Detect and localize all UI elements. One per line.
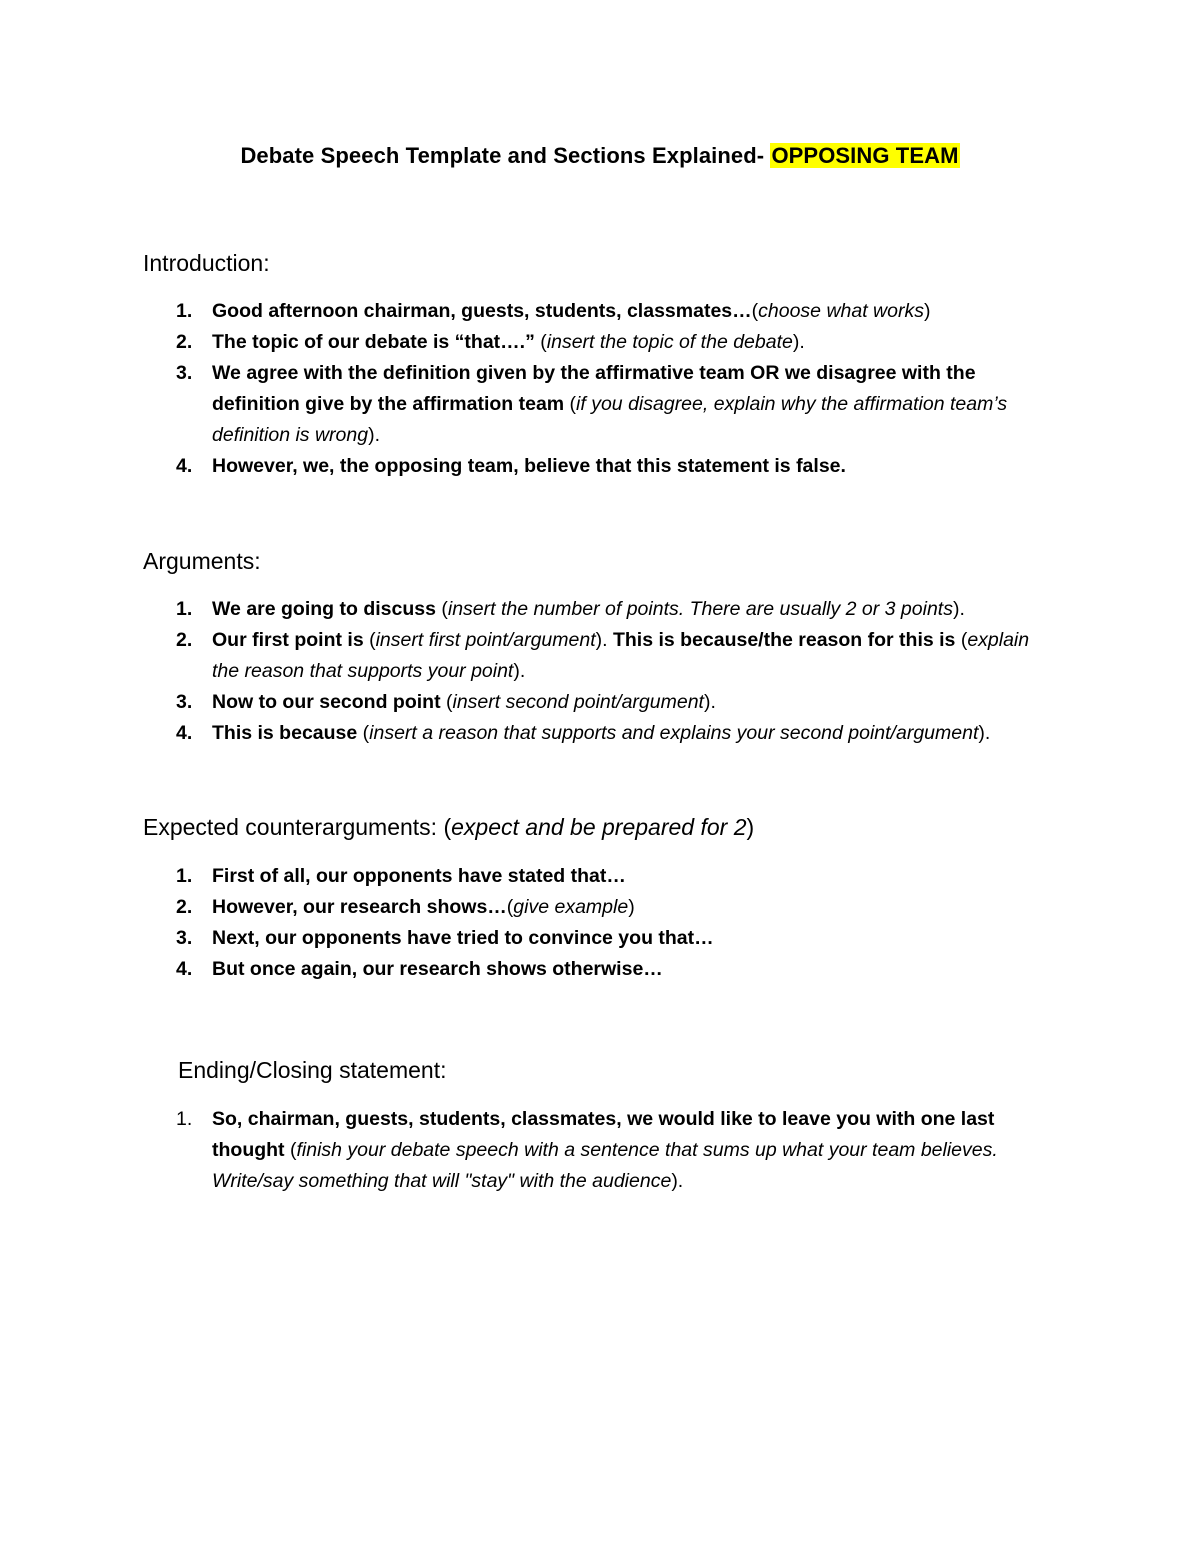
- list-item: 1. First of all, our opponents have stated that…: [176, 865, 626, 887]
- counterarguments-list: [0, 861, 1042, 985]
- title-highlight: OPPOSING TEAM: [771, 143, 959, 168]
- list-item: 4. This is because (insert a reason that supports and explains your second point/argument).: [176, 722, 991, 744]
- title-main: Debate Speech Template and Sections Explained-: [240, 143, 771, 168]
- list-item: 2. However, our research shows…(give example): [176, 896, 635, 918]
- ending-list: [0, 1104, 1042, 1197]
- list-item: 3. Next, our opponents have tried to convince you that…: [176, 927, 714, 949]
- introduction-heading: Introduction:: [143, 250, 270, 276]
- list-item: 4. However, we, the opposing team, believe that this statement is false.: [176, 455, 846, 477]
- counterarguments-heading: Expected counterarguments: (expect and be prepared for 2): [143, 814, 755, 840]
- list-item: 2. The topic of our debate is “that….” (insert the topic of the debate).: [176, 331, 805, 353]
- list-item: 1. We are going to discuss (insert the number of points. There are usually 2 or 3 points).: [176, 598, 965, 620]
- arguments-list: [0, 594, 1042, 749]
- list-item: 2. Our first point is (insert first point/argument). This is because/the reason for this is (explain the reason that supports your point).: [176, 629, 1030, 682]
- list-item: 3. We agree with the definition given by the affirmative team OR we disagree with the definition give by the affirmation team (if you disagree, explain why the affirmation team’s definition is wrong).: [176, 362, 1008, 446]
- introduction-list: [0, 296, 1042, 482]
- ending-heading: Ending/Closing statement:: [178, 1057, 447, 1083]
- list-item: 4. But once again, our research shows otherwise…: [176, 958, 663, 980]
- arguments-heading: Arguments:: [143, 548, 261, 574]
- list-item: 1. Good afternoon chairman, guests, students, classmates…(choose what works): [176, 300, 931, 322]
- list-item: 1. So, chairman, guests, students, classmates, we would like to leave you with one last thought (finish your debate speech with a sentence that sums up what your team believes. Write/say something that will "stay" with the audience).: [176, 1108, 998, 1192]
- document-title: [0, 143, 1200, 169]
- list-item: 3. Now to our second point (insert second point/argument).: [176, 691, 716, 713]
